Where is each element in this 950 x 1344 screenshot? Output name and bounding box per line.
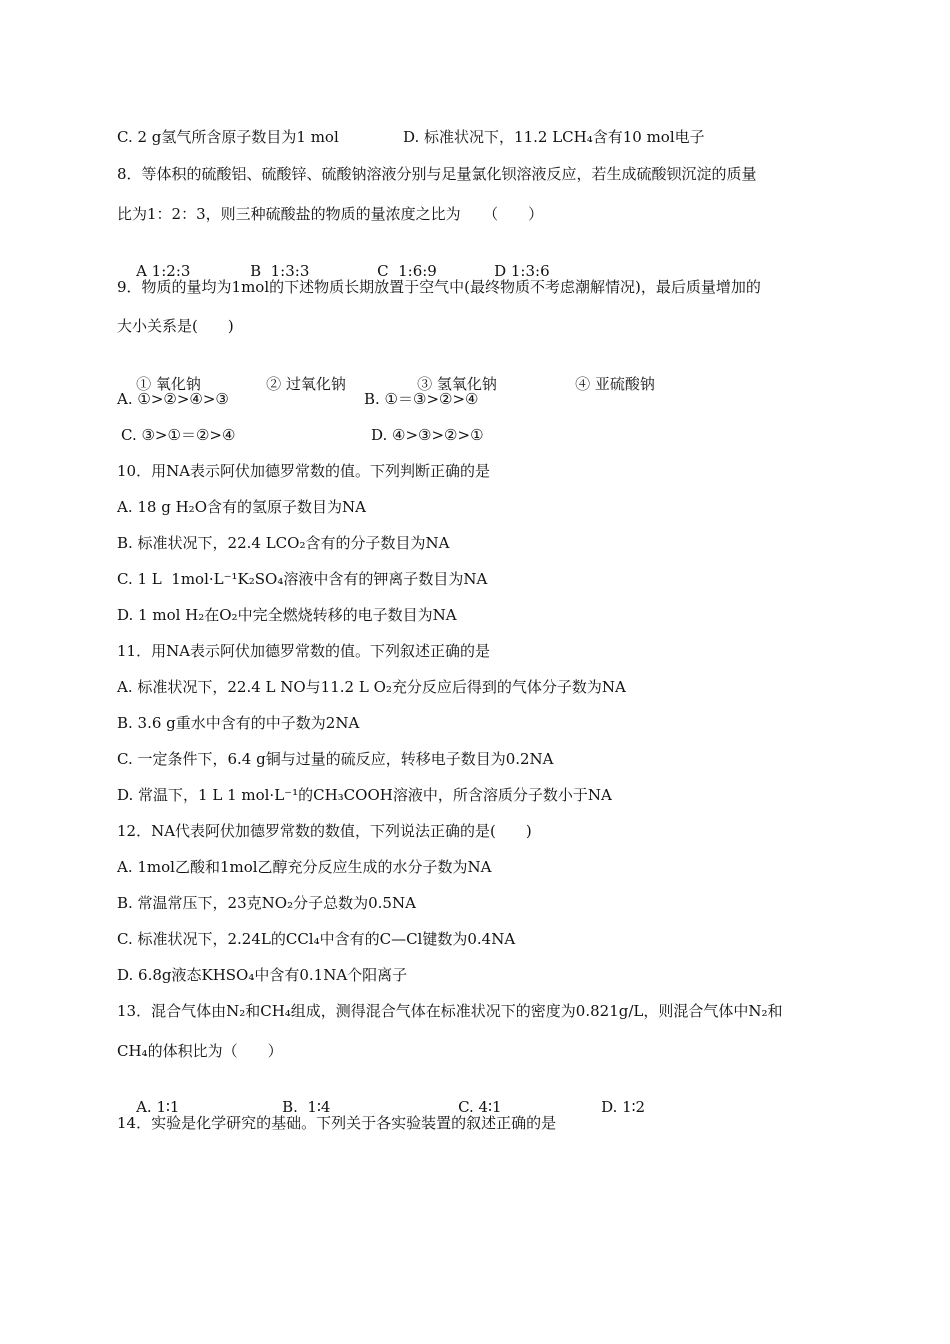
q8-stem-line1: 8．等体积的硫酸铝、硫酸锌、硫酸钠溶液分别与足量氯化钡溶液反应，若生成硫酸钡沉淀的质量	[117, 165, 757, 183]
q9-option-c: C. ③>①＝②>④	[121, 426, 236, 444]
q9-option-b: B. ①＝③>②>④	[364, 390, 479, 408]
q12-stem: 12．NA代表阿伏加德罗常数的数值，下列说法正确的是( )	[117, 822, 532, 840]
q9-substance-4: ④ 亚硫酸钠	[575, 375, 655, 393]
q9-substance-2: ② 过氧化钠	[266, 375, 346, 393]
q10-option-d: D. 1 mol H₂在O₂中完全燃烧转移的电子数目为NA	[117, 606, 457, 624]
q9-substance-3: ③ 氢氧化钠	[417, 375, 497, 393]
q11-option-a: A. 标准状况下，22.4 L NO与11.2 L O₂充分反应后得到的气体分子数为NA	[117, 678, 626, 696]
q12-option-d: D. 6.8g液态KHSO₄中含有0.1NA个阳离子	[117, 966, 408, 984]
q11-option-c: C. 一定条件下，6.4 g铜与过量的硫反应，转移电子数目为0.2NA	[117, 750, 554, 768]
q14-stem: 14．实验是化学研究的基础。下列关于各实验装置的叙述正确的是	[117, 1114, 557, 1132]
q7-option-d: D. 标准状况下，11.2 LCH₄含有10 mol电子	[403, 128, 705, 146]
q10-option-c: C. 1 L 1mol·L⁻¹K₂SO₄溶液中含有的钾离子数目为NA	[117, 570, 488, 588]
q12-option-c: C. 标准状况下，2.24L的CCl₄中含有的C—Cl键数为0.4NA	[117, 930, 516, 948]
q8-option-c: C 1:6:9	[377, 262, 437, 280]
q11-option-b: B. 3.6 g重水中含有的中子数为2NA	[117, 714, 360, 732]
q8-option-a: A 1:2:3	[136, 262, 191, 280]
q8-option-b: B 1:3:3	[250, 262, 310, 280]
q9-substance-1: ① 氧化钠	[136, 375, 201, 393]
q13-stem-line1: 13．混合气体由N₂和CH₄组成，测得混合气体在标准状况下的密度为0.821g/L，则混合气体中N₂和	[117, 1002, 783, 1020]
q11-option-d: D. 常温下，1 L 1 mol·L⁻¹的CH₃COOH溶液中，所含溶质分子数小于NA	[117, 786, 612, 804]
q11-stem: 11．用NA表示阿伏加德罗常数的值。下列叙述正确的是	[117, 642, 491, 660]
q9-stem-line1: 9．物质的量均为1mol的下述物质长期放置于空气中(最终物质不考虑潮解情况)，最后质量增加的	[117, 278, 761, 296]
q8-option-d: D 1:3:6	[494, 262, 550, 280]
q8-stem-line2: 比为1：2：3，则三种硫酸盐的物质的量浓度之比为 （ ）	[117, 205, 544, 223]
q9-option-a: A. ①>②>④>③	[117, 390, 229, 408]
q13-option-b: B. 1∶4	[282, 1098, 331, 1116]
q12-option-a: A. 1mol乙酸和1mol乙醇充分反应生成的水分子数为NA	[117, 858, 492, 876]
q9-option-d: D. ④>③>②>①	[371, 426, 484, 444]
q10-option-b: B. 标准状况下，22.4 LCO₂含有的分子数目为NA	[117, 534, 450, 552]
q7-option-c: C. 2 g氢气所含原子数目为1 mol	[117, 128, 339, 146]
q13-option-a: A. 1∶1	[136, 1098, 180, 1116]
q9-stem-line2: 大小关系是( )	[117, 317, 234, 335]
q13-option-c: C. 4∶1	[458, 1098, 502, 1116]
q12-option-b: B. 常温常压下，23克NO₂分子总数为0.5NA	[117, 894, 416, 912]
q10-stem: 10．用NA表示阿伏加德罗常数的值。下列判断正确的是	[117, 462, 491, 480]
q10-option-a: A. 18 g H₂O含有的氢原子数目为NA	[117, 498, 366, 516]
q13-option-d: D. 1∶2	[601, 1098, 646, 1116]
q13-stem-line2: CH₄的体积比为（ ）	[117, 1042, 283, 1060]
